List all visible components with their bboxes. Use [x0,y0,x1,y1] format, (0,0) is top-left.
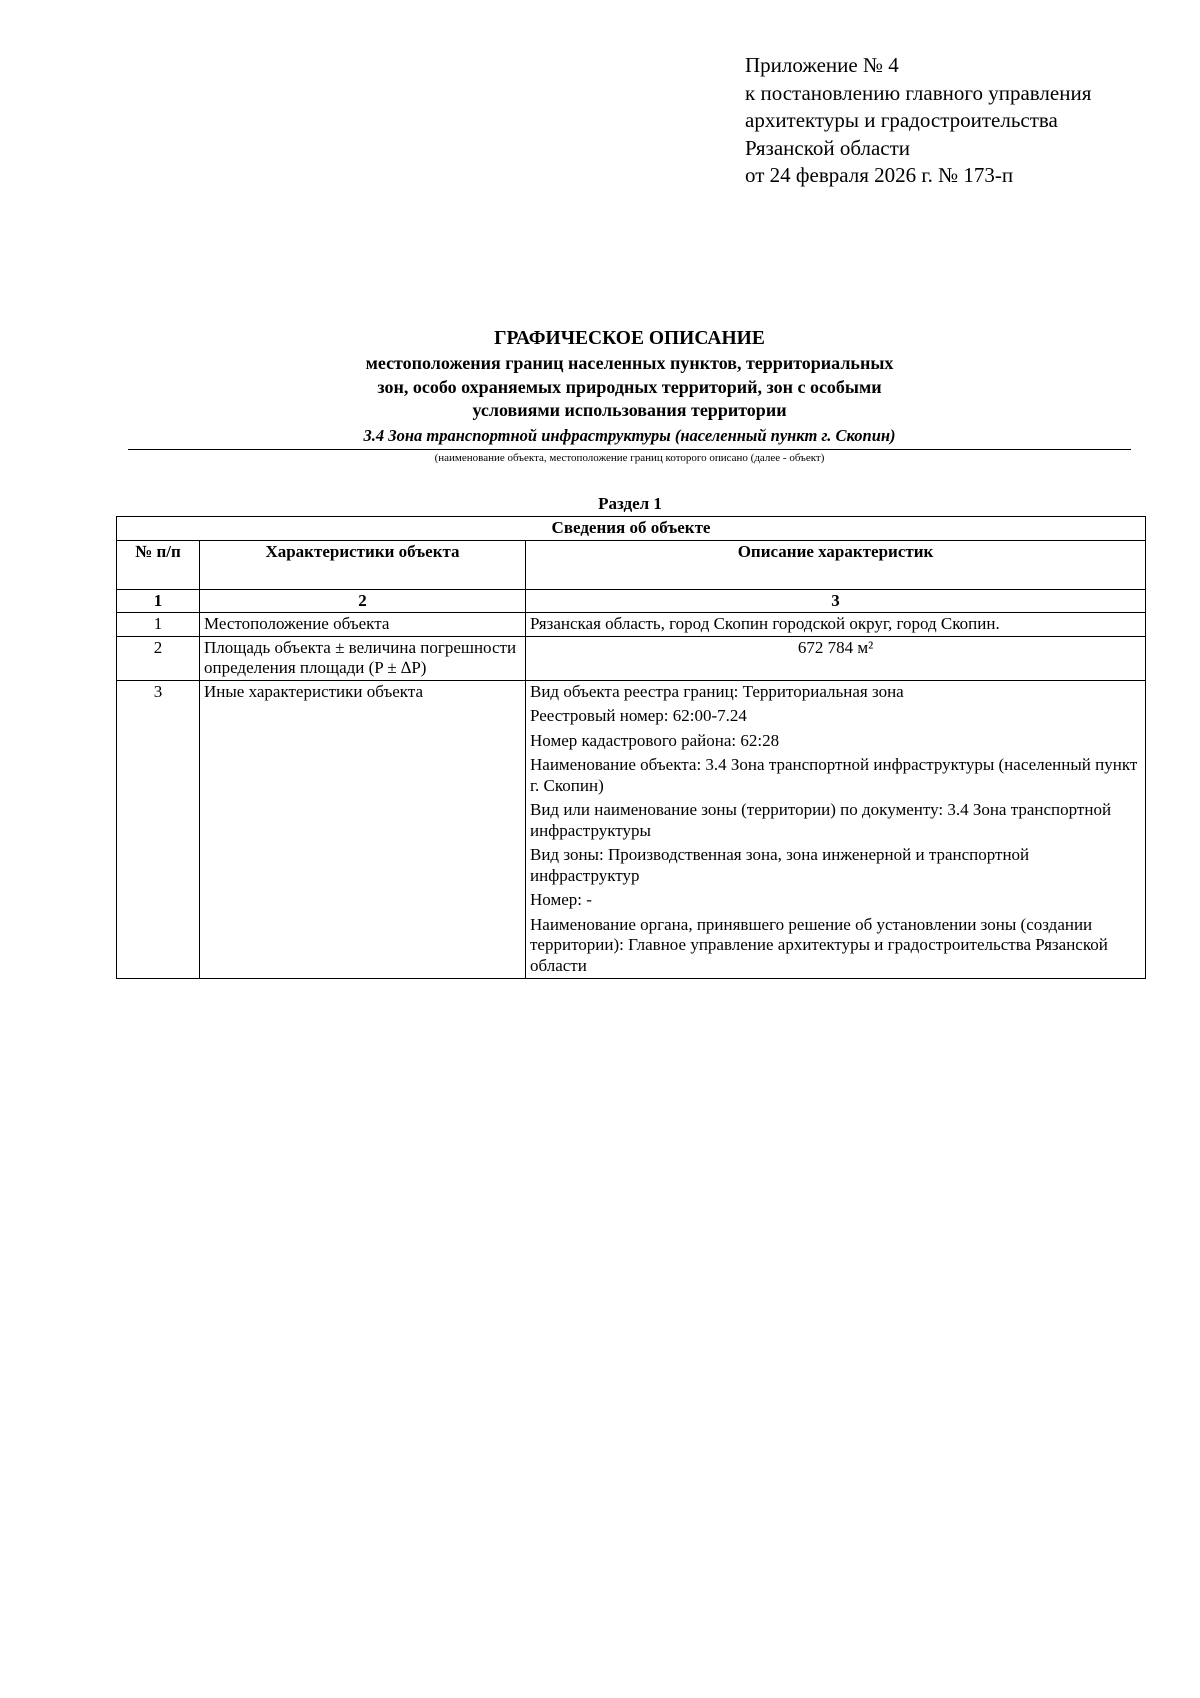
row-characteristic: Местоположение объекта [200,613,526,637]
row-characteristic: Иные характеристики объекта [200,680,526,979]
row-description [526,680,1146,979]
section-title: Раздел 1 [598,494,662,513]
document-subtitle-line: условиями использования территории [472,400,787,420]
object-info-table [116,516,1146,979]
object-name-caption: (наименование объекта, местоположение границ которого описано (далее - объект) [434,451,825,464]
table-caption: Сведения об объекте [117,517,1146,541]
row-num: 3 [117,680,200,979]
description-line: Вид или наименование зоны (территории) по документу: 3.4 Зона транспортной инфраструктуры [530,800,1112,840]
row-num: 2 [117,636,200,680]
description-line: Вид объекта реестра границ: Территориальная зона [530,681,904,701]
row-description: 672 784 м² [526,636,1146,680]
document-subtitle-line: зон, особо охраняемых природных территорий, зон с особыми [377,376,882,397]
description-line: Наименование органа, принявшего решение об установлении зоны (создании территории): Главное управление архитектуры и градостроительства Рязанской области [530,914,1108,975]
header-characteristic: Характеристики объекта [200,540,526,589]
table-row [117,636,1146,680]
header-num: № п/п [117,540,200,589]
document-title: ГРАФИЧЕСКОЕ ОПИСАНИЕ [494,328,765,349]
column-number-row [117,589,1146,613]
row-num: 1 [117,613,200,637]
description-line: Номер кадастрового района: 62:28 [530,730,780,750]
table-header-row [117,540,1146,589]
appendix-reference [745,52,1091,190]
column-number: 2 [200,589,526,613]
appendix-line: Рязанской области [745,135,911,160]
row-characteristic: Площадь объекта ± величина погрешности определения площади (P ± ∆P) [200,636,526,680]
description-line: Номер: - [530,890,592,909]
table-row [117,613,1146,637]
header-description: Описание характеристик [526,540,1146,589]
appendix-line: Приложение № 4 [745,53,899,77]
row-description: Рязанская область, город Скопин городской округ, город Скопин. [526,613,1146,637]
appendix-line: к постановлению главного управления [745,80,1092,105]
description-line: Наименование объекта: 3.4 Зона транспортной инфраструктуры (населенный пункт г. Скопин) [530,755,1138,795]
document-heading [128,326,1131,465]
object-name-underline [128,449,1131,450]
description-line: Вид зоны: Производственная зона, зона инженерной и транспортной инфраструктур [530,845,1030,885]
description-line: Реестровый номер: 62:00-7.24 [530,706,747,725]
column-number: 3 [526,589,1146,613]
table-row [117,680,1146,979]
document-subtitle-line: местоположения границ населенных пунктов, территориальных [365,353,894,373]
object-name: 3.4 Зона транспортной инфраструктуры (населенный пункт г. Скопин) [363,425,896,445]
appendix-line: архитектуры и градостроительства [745,108,1058,132]
table-caption-row [117,517,1146,541]
appendix-line: от 24 февраля 2026 г. № 173-п [745,163,1014,187]
column-number: 1 [117,589,200,613]
